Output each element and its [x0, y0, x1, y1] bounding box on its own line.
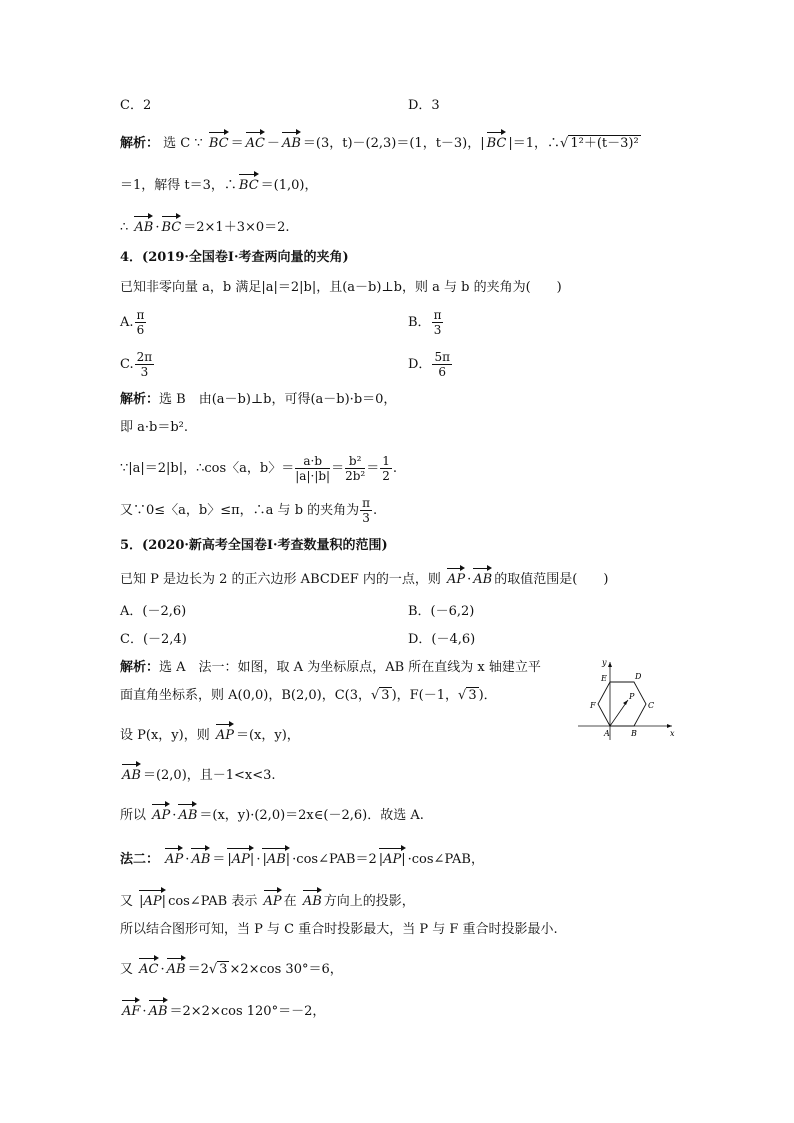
q3-solution-line-2 — [120, 172, 317, 194]
vector-ab: AB — [473, 566, 492, 588]
fraction — [295, 454, 330, 483]
dot-operator: · — [185, 852, 190, 867]
vector-ap: AP — [152, 802, 170, 824]
minus-sign: － — [266, 136, 280, 151]
numerator: b² — [345, 454, 365, 469]
label-b: B — [631, 729, 637, 738]
option-letter: D． — [408, 357, 432, 372]
denominator: 2b² — [345, 469, 366, 483]
equals: ＝ — [212, 852, 226, 867]
option-letter: B． — [408, 315, 431, 330]
label-a: A — [604, 729, 610, 738]
q4-option-b — [408, 308, 444, 337]
q5-sol-line5-b: ＝(x，y)·(2,0)＝2x∈(－2,6)．故选 A. — [199, 808, 424, 823]
x-axis-arrow — [667, 724, 672, 728]
q4-solution-line-1 — [120, 392, 396, 408]
q4-option-a — [120, 308, 147, 337]
denominator: 6 — [438, 365, 447, 379]
q3-line1-tail: ＝(3，t)－(2,3)＝(1，t－3)，| — [302, 136, 485, 151]
vector-ab: AB — [167, 956, 186, 978]
fraction — [345, 454, 365, 483]
abs-vector-ab: |AB| — [262, 846, 290, 868]
numerator: 1 — [382, 454, 390, 468]
label-c: C — [648, 701, 655, 710]
q5-method2-line-5 — [120, 998, 325, 1020]
q3-option-d: D．3 — [408, 98, 440, 113]
q5-solution-line-2: 面直角坐标系，则 A(0,0)，B(2,0)，C(3，√ 3 )，F(－1，√ 3 )． — [120, 688, 497, 703]
q5-sol-line2-e: )． — [478, 688, 497, 703]
vector-ap: AP — [165, 846, 183, 868]
dot-operator: · — [142, 1004, 147, 1019]
abs-vector-ap: |AP| — [379, 846, 406, 868]
q4-title: 4．(2019·全国卷Ⅰ·考查两向量的夹角) — [120, 250, 349, 265]
denominator: 2 — [382, 469, 390, 483]
q5-m2-line2-c: 在 — [283, 894, 297, 909]
period: . — [392, 461, 398, 476]
period: . — [373, 503, 378, 518]
q5-method2-line-2 — [120, 888, 415, 910]
numerator: a·b — [295, 454, 330, 469]
dot-operator: · — [256, 852, 261, 867]
q5-m2-line4-a: 又 — [120, 962, 134, 977]
option-letter: A. — [120, 315, 134, 330]
q5-method2-line-3: 所以结合图形可知，当 P 与 C 重合时投影最大，当 P 与 F 重合时投影最小. — [120, 922, 558, 937]
q5-sol-line5-a: 所以 — [120, 808, 147, 823]
q3-line3-a: ∴ — [120, 220, 129, 235]
q5-title: 5．(2020·新高考全国卷Ⅰ·考查数量积的范围) — [120, 538, 388, 553]
abs-vector-ap: |AP| — [227, 846, 254, 868]
numerator: π — [362, 496, 371, 510]
q5-stem-a: 已知 P 是边长为 2 的正六边形 ABCDEF 内的一点，则 — [120, 572, 441, 587]
label-p: P — [629, 692, 635, 701]
equals: ＝ — [331, 461, 345, 476]
fraction — [135, 350, 155, 379]
vector-bc: BC — [487, 130, 507, 152]
numerator: 5π — [434, 350, 450, 364]
q5-solution-line-4 — [120, 762, 276, 784]
label-y: y — [602, 658, 607, 667]
fraction — [432, 308, 444, 337]
q5-sol-line2-c: )，F(－1， — [391, 688, 459, 703]
q5-sol-line4-b: ＝(2,0)，且－1<x<3. — [142, 768, 276, 783]
denominator: |a|·|b| — [295, 469, 331, 483]
vector-ap: AP — [216, 722, 234, 744]
dot-operator: · — [172, 808, 177, 823]
q3-option-c: C．2 — [120, 98, 152, 113]
vector-ab: AB — [191, 846, 210, 868]
q5-sol-line3-b: ＝(x，y)， — [235, 728, 300, 743]
method2-label: 法二： — [120, 852, 160, 867]
solution-label: 解析： — [120, 660, 160, 675]
q5-solution-line-1 — [120, 660, 541, 676]
solution-label: 解析： — [120, 136, 160, 151]
q4-solution-line-4 — [120, 496, 377, 525]
solution-choice: 选 C — [163, 136, 191, 151]
because-symbol: ∵ — [194, 136, 203, 151]
vector-bc: BC — [239, 172, 259, 194]
vector-af: AF — [122, 998, 140, 1020]
vector-ap: AP — [447, 566, 465, 588]
numerator: π — [136, 308, 145, 322]
hexagon-figure — [576, 652, 676, 742]
vector-bc: BC — [162, 214, 182, 236]
q4-option-c — [120, 350, 155, 379]
q4-solution-line-2: 即 a·b＝b². — [120, 420, 189, 435]
option-letter: C. — [120, 357, 134, 372]
q5-m2-line5-b: ＝2×2×cos 120°＝－2， — [169, 1004, 326, 1019]
q3-solution-line-3 — [120, 214, 290, 236]
q5-sol-line1: 选 A 法一：如图，取 A 为坐标原点，AB 所在直线为 x 轴建立平 — [159, 660, 541, 675]
fraction — [135, 308, 147, 337]
q5-method2-line-4: 又 AC · AB ＝2√ 3 ×2×cos 30°＝6， — [120, 956, 343, 978]
vector-ab: AB — [149, 998, 168, 1020]
q5-solution-line-5 — [120, 802, 424, 824]
vector-bc: BC — [209, 130, 229, 152]
q4-solution-line-3 — [120, 454, 397, 483]
q5-m2-line2-a: 又 — [120, 894, 134, 909]
q5-m2-line2-d: 方向上的投影， — [323, 894, 415, 909]
vector-ab: AB — [178, 802, 197, 824]
q5-method2-line-1 — [120, 846, 484, 868]
dot-operator: · — [467, 572, 472, 587]
q5-solution-line-3 — [120, 722, 300, 744]
q5-sol-line2-a: 面直角坐标系，则 A(0,0)，B(2,0)，C(3， — [120, 688, 371, 703]
denominator: 3 — [140, 365, 149, 379]
vector-ab: AB — [303, 888, 322, 910]
sqrt-three: 3 — [381, 688, 390, 703]
vector-ab: AB — [122, 762, 141, 784]
q4-sol-line1: 选 B 由(a－b)⊥b，可得(a－b)·b＝0， — [159, 392, 397, 407]
label-x: x — [670, 729, 675, 738]
q5-m2-line1-c: ·cos∠PAB＝2 — [292, 852, 377, 867]
label-e: E — [601, 674, 607, 683]
q3-solution-line-1: 解析： 选 C ∵ BC ＝ AC － AB ＝(3，t)－(2,3)＝(1，t－3)，| BC |＝1，∴√ 1²＋(t－3)² — [120, 130, 641, 152]
fraction — [380, 454, 392, 483]
q3-abs-tail: |＝1，∴ — [508, 136, 561, 151]
denominator: 3 — [433, 323, 442, 337]
q3-line2-b: ＝(1,0)， — [260, 178, 318, 193]
q3-line3-b: ＝2×1＋3×0＝2. — [183, 220, 290, 235]
q5-stem-b: 的取值范围是( ) — [494, 572, 609, 587]
hexagon-outline — [598, 682, 646, 726]
vector-ab: AB — [134, 214, 153, 236]
q5-option-c: C．(－2,4) — [120, 632, 187, 647]
y-axis-arrow — [608, 662, 612, 667]
q4-sol-line4-a: 又∵0≤〈a，b〉≤π，∴a 与 b 的夹角为 — [120, 503, 360, 518]
equals: ＝ — [366, 461, 380, 476]
q5-sol-line3-a: 设 P(x，y)，则 — [120, 728, 210, 743]
sqrt-expression: 1²＋(t－3)² — [570, 136, 639, 151]
q4-option-d — [408, 350, 453, 379]
denominator: 3 — [362, 511, 370, 525]
q3-line2-a: ＝1，解得 t＝3，∴ — [120, 178, 237, 193]
label-f: F — [590, 701, 596, 710]
fraction — [360, 496, 372, 525]
vector-ap: AP — [264, 888, 282, 910]
q4-stem: 已知非零向量 a，b 满足|a|＝2|b|，且(a－b)⊥b，则 a 与 b 的夹角为( ) — [120, 280, 562, 295]
sqrt-three: 3 — [468, 688, 477, 703]
fraction — [432, 350, 452, 379]
q4-sol-line3-a: ∵|a|＝2|b|，∴cos〈a，b〉＝ — [120, 461, 295, 476]
q5-m2-line1-d: ·cos∠PAB， — [407, 852, 484, 867]
denominator: 6 — [136, 323, 145, 337]
sqrt-three: 3 — [219, 962, 228, 977]
q5-option-a: A．(－2,6) — [120, 604, 187, 619]
numerator: 2π — [136, 350, 153, 364]
q5-option-d: D．(－4,6) — [408, 632, 476, 647]
q5-m2-line4-c: ×2×cos 30°＝6， — [229, 962, 343, 977]
ap-arrow — [623, 700, 628, 705]
q5-m2-line2-b: cos∠PAB 表示 — [168, 894, 258, 909]
vector-ac: AC — [139, 956, 158, 978]
q5-m2-line4-b: ＝2 — [187, 962, 209, 977]
dot-operator: · — [160, 962, 165, 977]
abs-vector-ap: |AP| — [139, 888, 166, 910]
numerator: π — [433, 308, 442, 322]
q5-option-b: B．(－6,2) — [408, 604, 475, 619]
label-d: D — [635, 672, 642, 681]
dot-operator: · — [155, 220, 160, 235]
vector-ac: AC — [246, 130, 265, 152]
vector-ab: AB — [282, 130, 301, 152]
q5-stem — [120, 566, 608, 588]
solution-label: 解析： — [120, 392, 160, 407]
